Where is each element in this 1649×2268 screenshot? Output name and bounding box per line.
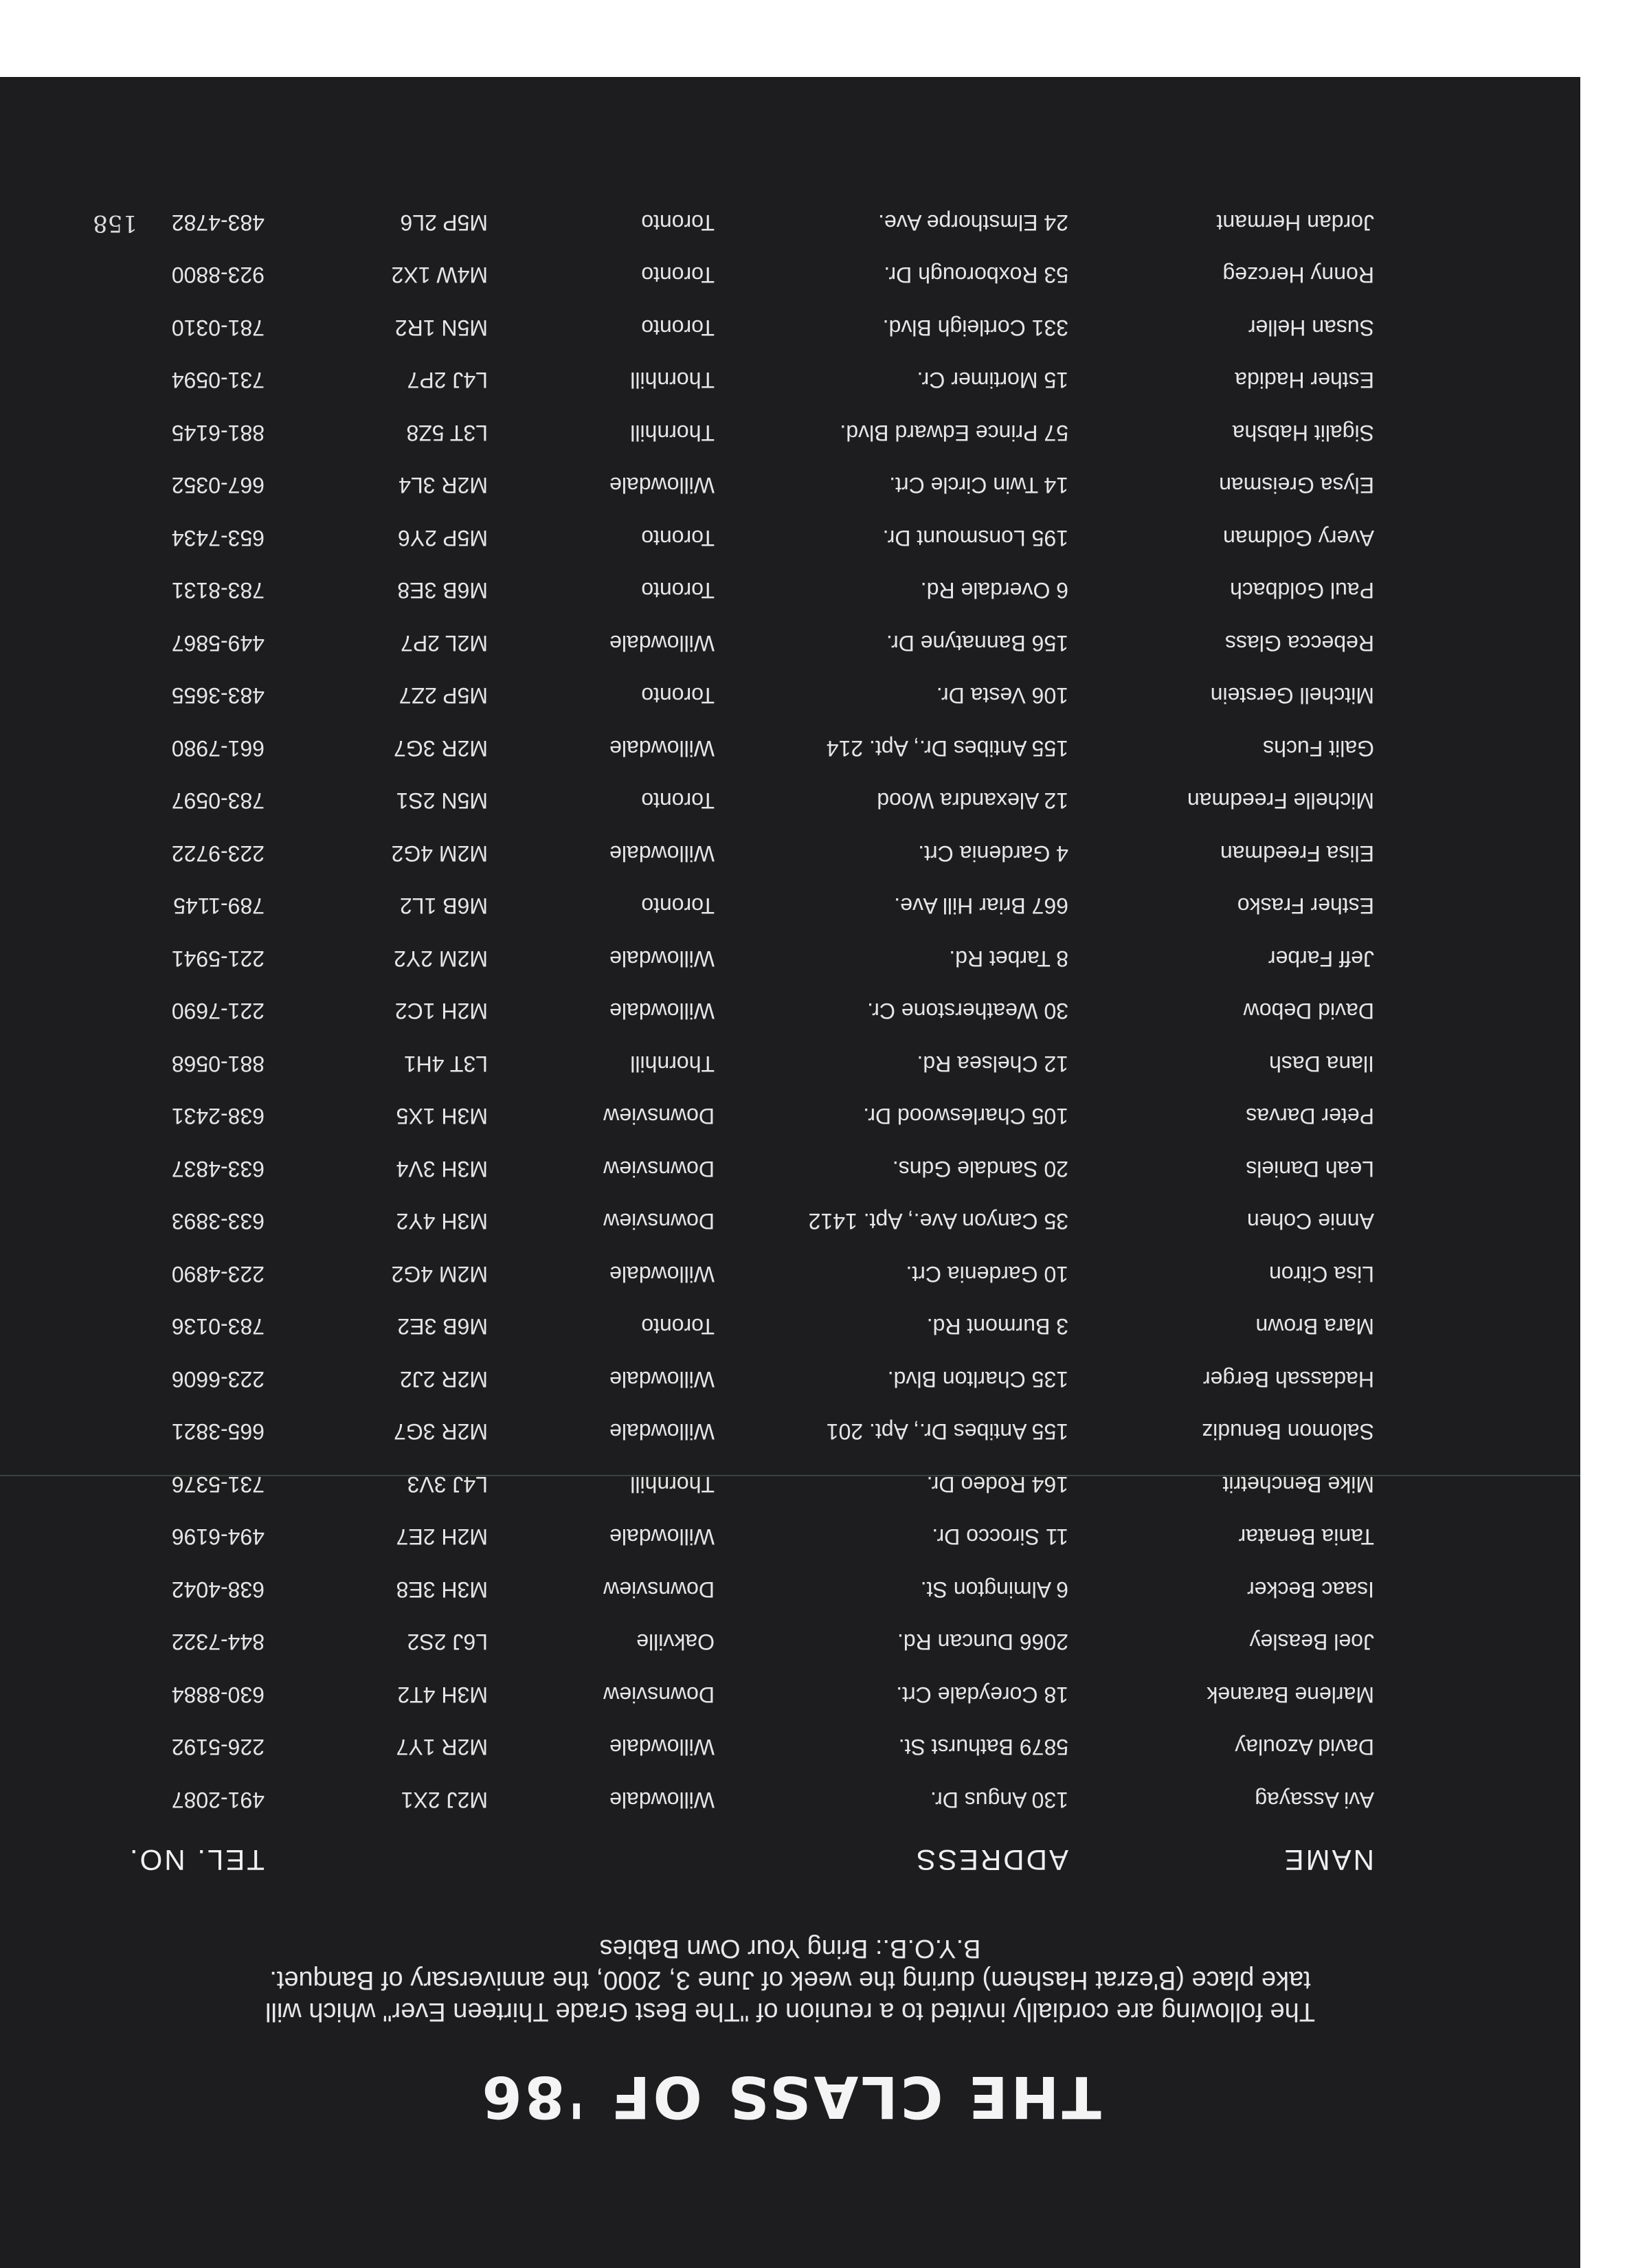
row-name: Leah Daniels [1246, 1157, 1374, 1181]
row-address: 331 Cortleigh Blvd. [882, 315, 1068, 340]
row-postal-code: L4J 3V3 [407, 1472, 488, 1497]
row-name: David Debow [1243, 999, 1374, 1024]
row-postal-code: M3H 1X5 [396, 1104, 488, 1129]
row-postal-code: M5N 2S1 [396, 788, 488, 814]
page-title: THE CLASS OF '86 [479, 2063, 1101, 2131]
intro-line: take place (B'ezrat Hashem) during the week of June 3, 2000, the anniversary of Banquet. [269, 1966, 1311, 1994]
row-tel: 923-8800 [171, 263, 265, 288]
row-name: Joel Beasley [1249, 1630, 1374, 1655]
row-name: Mike Benchetrit [1222, 1472, 1374, 1497]
row-name: Peter Darvas [1246, 1104, 1374, 1129]
table-row [0, 613, 1580, 666]
row-postal-code: M2R 3G7 [394, 1419, 488, 1445]
row-postal-code: M2L 2P7 [401, 631, 488, 656]
row-tel: 661-7980 [171, 736, 265, 761]
table-row [0, 1665, 1580, 1717]
row-city: Thornhill [630, 421, 715, 445]
row-postal-code: L4J 2P7 [407, 368, 488, 393]
row-name: Paul Goldbach [1230, 578, 1374, 603]
row-name: Avery Goldman [1223, 526, 1374, 551]
row-city: Downsview [603, 1577, 715, 1602]
row-name: Hadassah Berger [1202, 1367, 1374, 1392]
row-name: Esther Frasko [1237, 893, 1374, 919]
rotated-content [0, 77, 1580, 2268]
row-address: 12 Alexandra Wood [877, 788, 1068, 814]
row-tel: 881-6145 [171, 421, 265, 445]
row-postal-code: M2R 2J2 [399, 1367, 488, 1392]
row-address: 135 Charlton Blvd. [887, 1367, 1068, 1392]
row-postal-code: M6B 3E8 [397, 578, 488, 603]
row-address: 24 Elmsthorpe Ave. [878, 210, 1068, 235]
row-city: Downsview [603, 1157, 715, 1181]
row-address: 12 Chelsea Rd. [917, 1052, 1068, 1076]
row-name: Ilana Dash [1269, 1052, 1374, 1076]
row-tel: 638-4042 [171, 1577, 265, 1602]
row-tel: 630-8884 [171, 1682, 265, 1707]
row-city: Willowdale [609, 1367, 715, 1392]
row-address: 164 Rodeo Dr. [926, 1472, 1068, 1497]
table-row [0, 1139, 1580, 1192]
row-tel: 494-6196 [171, 1524, 265, 1550]
row-address: 18 Coreydale Crt. [896, 1682, 1068, 1707]
row-name: Esther Hadida [1235, 368, 1374, 393]
row-postal-code: M2R 3L4 [399, 473, 488, 498]
table-row [0, 823, 1580, 876]
row-address: 8 Tarbet Rd. [949, 946, 1068, 971]
row-name: Galit Fuchs [1263, 736, 1374, 761]
row-address: 14 Twin Circle Crt. [889, 473, 1068, 498]
row-postal-code: M2R 1Y7 [396, 1735, 488, 1760]
table-row [0, 1559, 1580, 1612]
row-address: 155 Antibes Dr., Apt. 201 [826, 1419, 1068, 1445]
row-city: Willowdale [609, 1735, 715, 1760]
row-city: Willowdale [609, 473, 715, 498]
row-postal-code: L3T 5Z8 [406, 421, 488, 445]
row-address: 57 Prince Edward Blvd. [840, 421, 1068, 445]
row-name: Elisa Freedman [1220, 841, 1374, 866]
row-name: Annie Cohen [1246, 1209, 1374, 1234]
row-city: Willowdale [609, 1419, 715, 1445]
column-header-row [0, 1835, 1580, 1876]
table-row [0, 876, 1580, 929]
row-address: 20 Sandale Gdns. [892, 1157, 1068, 1181]
header-name: NAME [1282, 1844, 1374, 1876]
row-postal-code: M3H 4Y2 [396, 1209, 488, 1234]
header-address: ADDRESS [914, 1844, 1068, 1876]
row-tel: 449-5867 [171, 631, 265, 656]
row-tel: 653-7434 [171, 526, 265, 551]
row-name: Mara Brown [1255, 1314, 1374, 1339]
row-postal-code: M4W 1X2 [391, 263, 488, 288]
table-row [0, 1191, 1580, 1244]
table-row [0, 1612, 1580, 1665]
row-postal-code: M5N 1R2 [394, 315, 488, 340]
row-tel: 781-0310 [171, 315, 265, 340]
row-name: Isaac Becker [1247, 1577, 1374, 1602]
intro-paragraph [206, 1933, 1374, 2027]
row-postal-code: M3H 3V4 [396, 1157, 488, 1181]
row-address: 35 Canyon Ave., Apt. 1412 [808, 1209, 1068, 1234]
row-name: Michelle Freedman [1187, 788, 1374, 814]
row-name: David Azoulay [1235, 1735, 1374, 1760]
row-postal-code: M2M 4G2 [391, 841, 488, 866]
row-name: Ronny Herczeg [1222, 263, 1374, 288]
row-postal-code: M3H 3E8 [396, 1577, 488, 1602]
row-address: 6 Almington St. [920, 1577, 1068, 1602]
row-address: 667 Briar Hill Ave. [894, 893, 1068, 919]
table-row [0, 665, 1580, 718]
row-city: Oakville [636, 1630, 715, 1655]
row-tel: 667-0352 [171, 473, 265, 498]
row-city: Willowdale [609, 736, 715, 761]
row-address: 5879 Bathurst St. [898, 1735, 1068, 1760]
row-address: 10 Gardenia Crt. [906, 1262, 1068, 1287]
row-city: Toronto [641, 210, 715, 235]
row-name: Elysa Greisman [1219, 473, 1374, 498]
row-city: Willowdale [609, 946, 715, 971]
row-tel: 223-4890 [171, 1262, 265, 1287]
row-city: Toronto [641, 578, 715, 603]
row-name: Jeff Farber [1268, 946, 1374, 971]
row-name: Jordan Hermant [1216, 210, 1374, 235]
row-tel: 881-0568 [171, 1052, 265, 1076]
row-postal-code: M2M 2Y2 [394, 946, 488, 971]
row-city: Toronto [641, 788, 715, 814]
row-address: 155 Antibes Dr., Apt. 214 [826, 736, 1068, 761]
row-postal-code: M2H 1C2 [394, 999, 488, 1024]
table-row [0, 455, 1580, 508]
table-row [0, 350, 1580, 403]
header-tel: TEL. NO. [127, 1844, 265, 1876]
row-tel: 483-4782 [171, 210, 265, 235]
table-row [0, 1034, 1580, 1087]
row-city: Willowdale [609, 631, 715, 656]
row-tel: 783-0136 [171, 1314, 265, 1339]
row-name: Mitchell Gerstein [1210, 683, 1374, 709]
row-city: Toronto [641, 526, 715, 551]
table-row [0, 1717, 1580, 1770]
row-city: Willowdale [609, 1788, 715, 1812]
table-row [0, 718, 1580, 771]
row-tel: 226-5192 [171, 1735, 265, 1760]
row-postal-code: M5P 2L6 [400, 210, 488, 235]
row-address: 4 Gardenia Crt. [918, 841, 1068, 866]
row-city: Downsview [603, 1209, 715, 1234]
intro-line: B.Y.O.B.: Bring Your Own Babies [599, 1934, 981, 1963]
table-row [0, 192, 1580, 245]
row-address: 105 Charleswood Dr. [863, 1104, 1068, 1129]
table-row [0, 298, 1580, 351]
row-city: Willowdale [609, 1524, 715, 1550]
row-tel: 789-1145 [173, 893, 265, 919]
row-tel: 638-2431 [171, 1104, 265, 1129]
table-row [0, 245, 1580, 298]
row-address: 53 Roxborough Dr. [884, 263, 1068, 288]
table-row [0, 403, 1580, 456]
table-row [0, 981, 1580, 1034]
table-row [0, 1349, 1580, 1402]
row-city: Toronto [641, 1314, 715, 1339]
row-address: 156 Bannatyne Dr. [886, 631, 1068, 656]
row-name: Susan Heller [1248, 315, 1374, 340]
row-city: Toronto [641, 315, 715, 340]
row-tel: 633-4837 [171, 1157, 265, 1181]
row-postal-code: M3H 4T2 [397, 1682, 488, 1707]
row-postal-code: M5P 2Y6 [397, 526, 488, 551]
row-postal-code: M2M 4G2 [391, 1262, 488, 1287]
row-name: Tania Benatar [1238, 1524, 1374, 1550]
intro-line: The following are cordially invited to a reunion of "The Best Grade Thirteen Ever" which will [265, 1997, 1316, 2026]
directory-list [0, 192, 1580, 1823]
row-name: Rebecca Glass [1225, 631, 1374, 656]
row-name: Avi Assayag [1255, 1788, 1374, 1812]
table-row [0, 1086, 1580, 1139]
row-tel: 731-5376 [171, 1472, 265, 1497]
table-row [0, 1401, 1580, 1454]
table-row [0, 1296, 1580, 1349]
row-postal-code: M6B 3E2 [397, 1314, 488, 1339]
row-address: 130 Angus Dr. [930, 1788, 1068, 1812]
row-city: Downsview [603, 1682, 715, 1707]
row-city: Toronto [641, 683, 715, 709]
table-row [0, 1770, 1580, 1823]
row-tel: 731-0594 [171, 368, 265, 393]
row-postal-code: L3T 4H1 [403, 1052, 488, 1076]
table-row [0, 1244, 1580, 1297]
row-name: Marlene Baranek [1207, 1682, 1374, 1707]
row-postal-code: M5P 2Z7 [399, 683, 488, 709]
row-tel: 844-7322 [171, 1630, 265, 1655]
row-postal-code: M2R 3G7 [394, 736, 488, 761]
row-name: Sigalit Habsha [1232, 421, 1374, 445]
row-city: Willowdale [609, 1262, 715, 1287]
row-city: Willowdale [609, 999, 715, 1024]
row-address: 11 Sirocco Dr. [932, 1524, 1068, 1550]
page-number: 158 [93, 210, 137, 237]
table-row [0, 560, 1580, 613]
row-address: 15 Mortimer Cr. [917, 368, 1068, 393]
row-postal-code: M2H 2E7 [396, 1524, 488, 1550]
row-name: Salomon Benudiz [1202, 1419, 1374, 1445]
row-postal-code: M6B 1L2 [399, 893, 488, 919]
row-city: Thornhill [630, 1472, 715, 1497]
row-city: Thornhill [630, 368, 715, 393]
row-city: Toronto [641, 893, 715, 919]
row-address: 106 Vesta Dr. [936, 683, 1068, 709]
table-row [0, 1507, 1580, 1559]
row-tel: 483-3655 [171, 683, 265, 709]
table-row [0, 770, 1580, 823]
row-tel: 783-8131 [171, 578, 265, 603]
table-row [0, 508, 1580, 561]
row-city: Thornhill [630, 1052, 715, 1076]
row-address: 195 Lonsmount Dr. [882, 526, 1068, 551]
row-address: 6 Overdale Rd. [920, 578, 1068, 603]
row-postal-code: M2J 2X1 [401, 1788, 488, 1812]
row-tel: 221-5941 [171, 946, 265, 971]
row-tel: 223-6606 [171, 1367, 265, 1392]
row-postal-code: L6J 2S2 [407, 1630, 488, 1655]
table-row [0, 1454, 1580, 1507]
row-tel: 221-7690 [171, 999, 265, 1024]
row-tel: 665-3821 [171, 1419, 265, 1445]
row-address: 30 Weatherstone Cr. [867, 999, 1068, 1024]
row-city: Toronto [641, 263, 715, 288]
row-name: Lisa Citron [1269, 1262, 1374, 1287]
row-tel: 491-2087 [171, 1788, 265, 1812]
row-city: Willowdale [609, 841, 715, 866]
row-address: 3 Burmont Rd. [926, 1314, 1068, 1339]
row-city: Downsview [603, 1104, 715, 1129]
row-tel: 633-3893 [171, 1209, 265, 1234]
row-tel: 783-0597 [171, 788, 265, 814]
row-tel: 223-9722 [171, 841, 265, 866]
row-address: 2066 Duncan Rd. [897, 1630, 1068, 1655]
table-row [0, 929, 1580, 981]
